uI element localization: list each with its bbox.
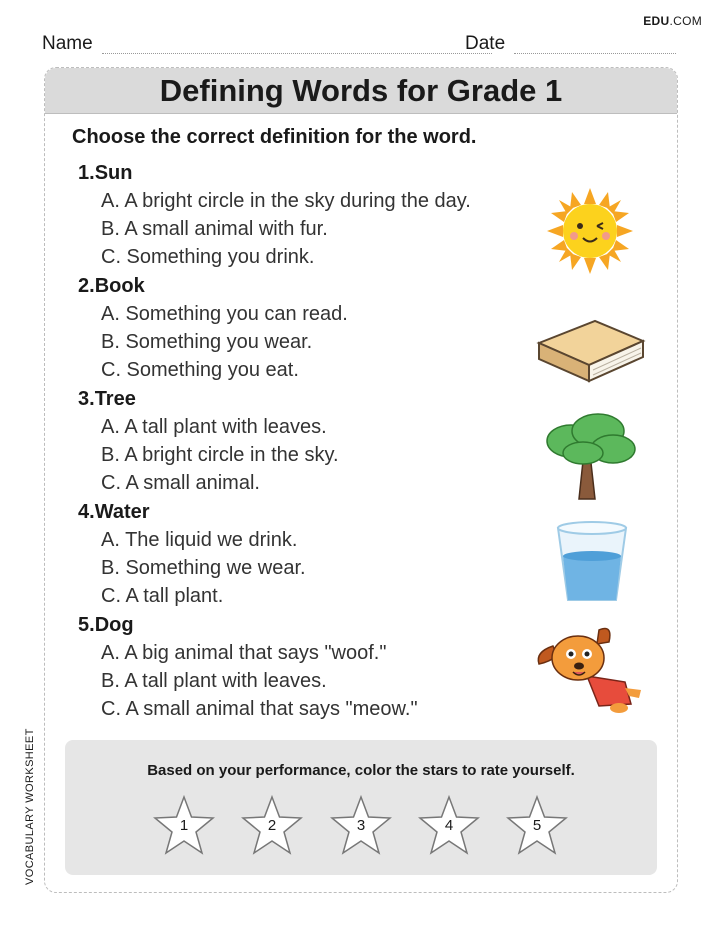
question-heading: 3.Tree [78,388,136,410]
question-1 [78,159,471,271]
star-rating-3[interactable] [329,795,393,857]
star-number: 4 [444,817,454,834]
star-number: 1 [179,817,189,834]
star-number: 2 [267,817,277,834]
star-rating-2[interactable] [240,795,304,857]
star-rating-4[interactable] [417,795,481,857]
side-label: VOCABULARY WORKSHEET [24,728,36,885]
brand-logo: EDU.COM [643,14,702,28]
option-a[interactable]: A. A big animal that says "woof." [101,642,387,664]
tree-icon [543,411,638,501]
question-heading: 4.Water [78,501,150,523]
option-b[interactable]: B. A tall plant with leaves. [101,670,327,692]
dog-icon [533,624,645,716]
option-c[interactable]: C. Something you eat. [101,359,299,381]
option-c[interactable]: C. A tall plant. [101,585,224,607]
option-b[interactable]: B. A small animal with fur. [101,218,328,240]
instructions: Choose the correct definition for the word. [72,126,477,148]
sun-icon [545,186,635,276]
star-number: 3 [356,817,366,834]
option-a[interactable]: A. A tall plant with leaves. [101,416,327,438]
option-b[interactable]: B. A bright circle in the sky. [101,444,339,466]
star-rating-1[interactable] [152,795,216,857]
water-glass-icon [553,520,631,604]
name-line[interactable] [102,53,492,54]
question-5 [78,611,418,723]
self-rating-panel [65,740,657,875]
name-date-row [42,33,676,55]
page-title: Defining Words for Grade 1 [159,73,563,108]
option-a[interactable]: A. The liquid we drink. [101,529,298,551]
star-number: 5 [532,817,542,834]
question-heading: 1.Sun [78,162,133,184]
option-b[interactable]: B. Something we wear. [101,557,306,579]
option-c[interactable]: C. A small animal. [101,472,260,494]
name-label: Name [42,33,93,54]
option-b[interactable]: B. Something you wear. [101,331,313,353]
option-c[interactable]: C. A small animal that says "meow." [101,698,418,720]
star-rating-5[interactable] [505,795,569,857]
option-a[interactable]: A. A bright circle in the sky during the day. [101,190,471,212]
question-4 [78,498,306,610]
rating-instructions: Based on your performance, color the stars to rate yourself. [147,762,575,779]
question-2 [78,272,348,384]
option-c[interactable]: C. Something you drink. [101,246,315,268]
question-3 [78,385,339,497]
book-icon [535,313,647,388]
date-line[interactable] [514,53,676,54]
worksheet-frame [44,67,678,893]
title-bar [45,68,677,114]
date-label: Date [465,33,506,54]
question-heading: 5.Dog [78,614,134,636]
question-heading: 2.Book [78,275,145,297]
option-a[interactable]: A. Something you can read. [101,303,348,325]
